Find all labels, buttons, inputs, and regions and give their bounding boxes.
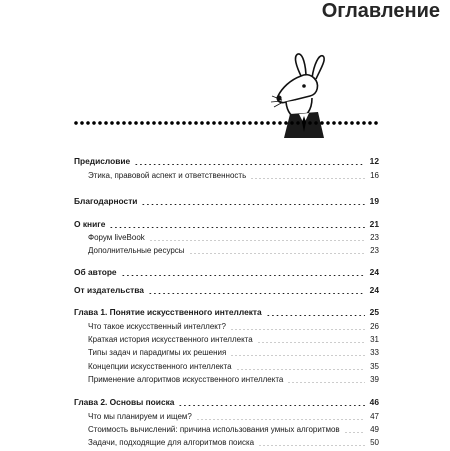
toc-entry-title: Глава 2. Основы поиска bbox=[74, 397, 175, 407]
toc-entry-page: 12 bbox=[369, 156, 379, 166]
toc-entry-page: 31 bbox=[370, 335, 379, 344]
dot-leader bbox=[121, 268, 365, 276]
toc-entry-page: 23 bbox=[370, 246, 379, 255]
toc-entry-livebook-forum[interactable] bbox=[88, 232, 379, 246]
toc-entry-title: Типы задач и парадигмы их решения bbox=[88, 348, 227, 357]
toc-entry-chapter-2[interactable] bbox=[74, 396, 379, 410]
dot-leader bbox=[196, 412, 365, 420]
toc-entry-about-book[interactable] bbox=[74, 218, 379, 232]
dot-leader bbox=[287, 375, 365, 383]
toc-entry-title: Этика, правовой аспект и ответственность bbox=[88, 171, 247, 180]
dot-leader bbox=[236, 362, 365, 370]
page-title: Оглавление bbox=[321, 0, 440, 22]
toc-entry-extra-resources[interactable] bbox=[88, 245, 379, 259]
toc-entry-task-types[interactable] bbox=[88, 347, 379, 361]
dot-leader bbox=[266, 308, 365, 316]
dotted-divider bbox=[73, 120, 378, 126]
toc-entry-about-author[interactable] bbox=[74, 266, 379, 280]
dot-leader bbox=[178, 398, 365, 406]
dot-leader bbox=[148, 286, 365, 294]
toc-entry-page: 21 bbox=[369, 219, 379, 229]
toc-entry-ethics[interactable] bbox=[88, 170, 379, 184]
toc-entry-page: 23 bbox=[370, 233, 379, 242]
toc-entry-search-tasks[interactable] bbox=[88, 437, 379, 451]
toc-entry-title: Применение алгоритмов искусственного интеллекта bbox=[88, 375, 284, 384]
toc-entry-chapter-1[interactable] bbox=[74, 306, 379, 320]
toc-entry-page: 35 bbox=[370, 362, 379, 371]
toc-entry-page: 24 bbox=[369, 285, 379, 295]
toc-entry-page: 25 bbox=[369, 307, 379, 317]
toc-entry-page: 19 bbox=[369, 196, 379, 206]
toc-entry-page: 26 bbox=[370, 322, 379, 331]
toc-entry-from-publisher[interactable] bbox=[74, 284, 379, 298]
toc-entry-ai-applications[interactable] bbox=[88, 374, 379, 388]
toc-entry-page: 24 bbox=[369, 267, 379, 277]
toc-entry-page: 47 bbox=[370, 412, 379, 421]
toc-entry-page: 46 bbox=[369, 397, 379, 407]
toc-entry-title: Форум liveBook bbox=[88, 233, 145, 242]
dot-leader bbox=[141, 197, 365, 205]
toc-entry-title: Что такое искусственный интеллект? bbox=[88, 322, 226, 331]
dot-leader bbox=[258, 438, 365, 446]
toc-entry-page: 50 bbox=[370, 438, 379, 447]
toc-entry-title: Об авторе bbox=[74, 267, 117, 277]
toc-entry-what-is-ai[interactable] bbox=[88, 321, 379, 335]
toc-entry-page: 39 bbox=[370, 375, 379, 384]
toc-entry-title: Глава 1. Понятие искусственного интеллекта bbox=[74, 307, 262, 317]
dot-leader bbox=[257, 335, 365, 343]
dot-leader bbox=[230, 348, 365, 356]
toc-entry-preface[interactable] bbox=[74, 155, 379, 169]
toc-entry-title: Благодарности bbox=[74, 196, 138, 206]
toc-entry-title: Дополнительные ресурсы bbox=[88, 246, 185, 255]
toc-entry-title: Что мы планируем и ищем? bbox=[88, 412, 192, 421]
toc-entry-page: 33 bbox=[370, 348, 379, 357]
toc-entry-page: 16 bbox=[370, 171, 379, 180]
toc-entry-ai-history[interactable] bbox=[88, 334, 379, 348]
toc-entry-title: Предисловие bbox=[74, 156, 131, 166]
dot-leader bbox=[149, 233, 365, 241]
toc-entry-planning-search[interactable] bbox=[88, 411, 379, 425]
toc-entry-ai-concepts[interactable] bbox=[88, 361, 379, 375]
toc-entry-title: Стоимость вычислений: причина использования умных алгоритмов bbox=[88, 425, 340, 434]
toc-entry-compute-cost[interactable] bbox=[88, 424, 379, 438]
dot-leader bbox=[109, 220, 365, 228]
dot-leader bbox=[134, 157, 365, 165]
toc-entry-acknowledgements[interactable] bbox=[74, 195, 379, 209]
toc-entry-title: Задачи, подходящие для алгоритмов поиска bbox=[88, 438, 255, 447]
toc-entry-page: 49 bbox=[370, 425, 379, 434]
toc-entry-title: Концепции искусственного интеллекта bbox=[88, 362, 232, 371]
dot-leader bbox=[250, 171, 365, 179]
dot-leader bbox=[344, 425, 365, 433]
toc-entry-title: Краткая история искусственного интеллекта bbox=[88, 335, 253, 344]
toc-entry-title: От издательства bbox=[74, 285, 144, 295]
dot-leader bbox=[230, 322, 365, 330]
dot-leader bbox=[189, 246, 365, 254]
toc-entry-title: О книге bbox=[74, 219, 106, 229]
